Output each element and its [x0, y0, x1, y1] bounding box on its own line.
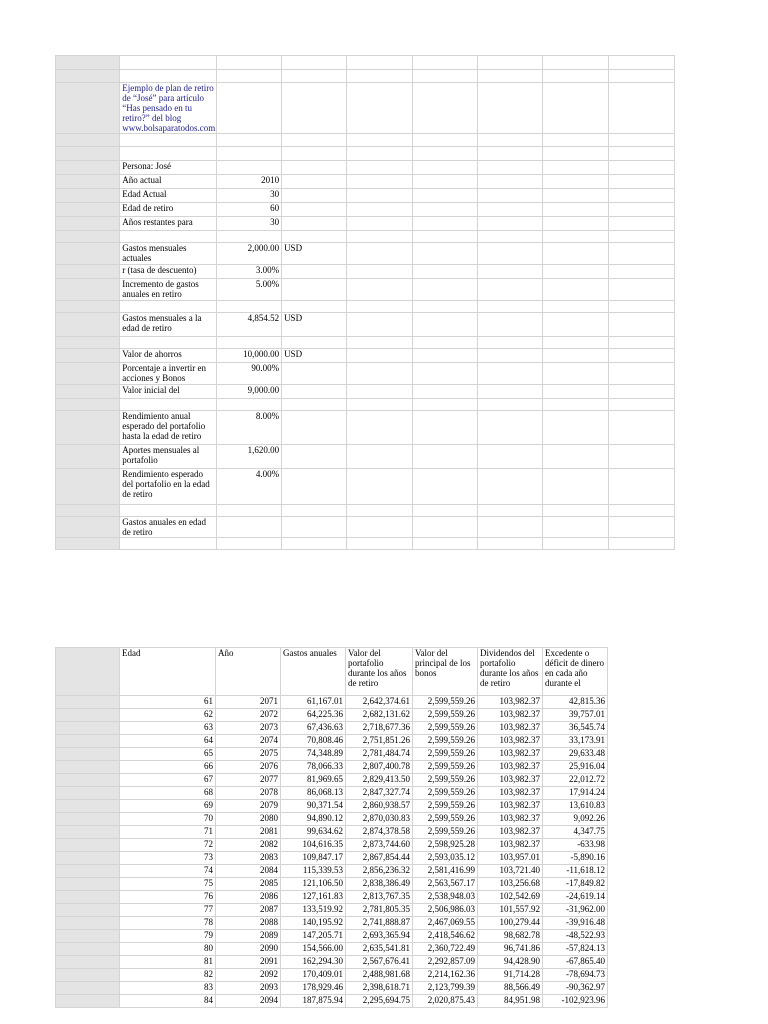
row-header: [56, 917, 120, 930]
cell-edad: 79: [120, 930, 216, 943]
cell-dividendos: 94,428.90: [478, 956, 543, 969]
cell-ano: 2085: [216, 878, 281, 891]
cell-excedente: -39,916.48: [543, 917, 608, 930]
cell-dividendos: 103,982.37: [478, 735, 543, 748]
cell-dividendos: 103,982.37: [478, 774, 543, 787]
cell-ano: 2082: [216, 839, 281, 852]
cell-edad: 83: [120, 982, 216, 995]
cell-valor-portafolio: 2,874,378.58: [346, 826, 413, 839]
cell-gastos: 133,519.92: [281, 904, 346, 917]
cell-dividendos: 103,982.37: [478, 722, 543, 735]
cell-valor-portafolio: 2,488,981.68: [346, 969, 413, 982]
row-header: [56, 748, 120, 761]
cell-valor-portafolio: 2,642,374.61: [346, 696, 413, 709]
table-row: [56, 917, 608, 930]
cell-valor-principal: 2,599,559.26: [413, 787, 478, 800]
cell-valor-portafolio: 2,567,676.41: [346, 956, 413, 969]
header-edad: Edad: [120, 648, 216, 696]
cell-gastos: 170,409.01: [281, 969, 346, 982]
cell-ano: 2074: [216, 735, 281, 748]
cell-edad: 73: [120, 852, 216, 865]
cell-edad: 70: [120, 813, 216, 826]
annual-return-label: Rendimiento anual esperado del portafolio hasta la edad de retiro: [120, 411, 216, 445]
invest-percent-value: 90.00%: [216, 363, 281, 385]
table-row: [56, 709, 608, 722]
cell-gastos: 104,616.35: [281, 839, 346, 852]
row-header: [56, 774, 120, 787]
cell-ano: 2081: [216, 826, 281, 839]
cell-edad: 64: [120, 735, 216, 748]
cell-edad: 74: [120, 865, 216, 878]
retirement-expenses-value: 4,854.52: [216, 313, 281, 337]
table-row: [56, 943, 608, 956]
table-header-row: [56, 648, 608, 696]
retirement-expenses-unit: USD: [282, 313, 347, 337]
cell-excedente: -78,694.73: [543, 969, 608, 982]
cell-gastos: 99,634.62: [281, 826, 346, 839]
cell-ano: 2080: [216, 813, 281, 826]
cell-gastos: 67,436.63: [281, 722, 346, 735]
monthly-contribution-value: 1,620.00: [216, 445, 281, 469]
years-remaining-value: 30: [216, 217, 281, 231]
cell-valor-portafolio: 2,860,938.57: [346, 800, 413, 813]
cell-edad: 81: [120, 956, 216, 969]
cell-valor-principal: 2,506,986.03: [413, 904, 478, 917]
row-header: [56, 982, 120, 995]
savings-unit: USD: [282, 349, 347, 363]
cell-dividendos: 103,982.37: [478, 709, 543, 722]
cell-valor-principal: 2,599,559.26: [413, 813, 478, 826]
cell-valor-portafolio: 2,718,677.36: [346, 722, 413, 735]
row-header: [56, 969, 120, 982]
cell-excedente: -102,923.96: [543, 995, 608, 1008]
current-age-label: Edad Actual: [120, 189, 216, 203]
table-row: [56, 696, 608, 709]
cell-excedente: -633.98: [543, 839, 608, 852]
cell-gastos: 187,875.94: [281, 995, 346, 1008]
cell-edad: 80: [120, 943, 216, 956]
cell-valor-principal: 2,599,559.26: [413, 826, 478, 839]
cell-excedente: 17,914.24: [543, 787, 608, 800]
table-row: [56, 813, 608, 826]
cell-gastos: 140,195.92: [281, 917, 346, 930]
cell-excedente: -5,890.16: [543, 852, 608, 865]
discount-rate-value: 3.00%: [216, 265, 281, 279]
cell-dividendos: 103,982.37: [478, 800, 543, 813]
cell-valor-portafolio: 2,870,030.83: [346, 813, 413, 826]
header-ano: Año: [216, 648, 281, 696]
cell-valor-portafolio: 2,838,386.49: [346, 878, 413, 891]
cell-valor-principal: 2,599,559.26: [413, 735, 478, 748]
cell-edad: 67: [120, 774, 216, 787]
cell-valor-principal: 2,599,559.26: [413, 696, 478, 709]
monthly-expenses-unit: USD: [282, 243, 347, 265]
annual-expenses-label: Gastos anuales en edad de retiro: [120, 517, 216, 538]
invest-percent-label: Porcentaje a invertir en acciones y Bonos: [120, 363, 216, 385]
cell-gastos: 127,161.83: [281, 891, 346, 904]
cell-valor-principal: 2,599,559.26: [413, 761, 478, 774]
cell-gastos: 94,890.12: [281, 813, 346, 826]
cell-edad: 75: [120, 878, 216, 891]
cell-dividendos: 103,721.40: [478, 865, 543, 878]
cell-valor-principal: 2,599,559.26: [413, 800, 478, 813]
table-row: [56, 748, 608, 761]
savings-label: Valor de ahorros: [120, 349, 216, 363]
row-header: [56, 826, 120, 839]
cell-dividendos: 103,982.37: [478, 839, 543, 852]
row-header: [56, 839, 120, 852]
cell-excedente: -11,618.12: [543, 865, 608, 878]
cell-excedente: -31,962.00: [543, 904, 608, 917]
row-header: [56, 696, 120, 709]
cell-dividendos: 103,982.37: [478, 813, 543, 826]
cell-gastos: 109,847.17: [281, 852, 346, 865]
row-header: [56, 761, 120, 774]
cell-valor-portafolio: 2,295,694.75: [346, 995, 413, 1008]
cell-ano: 2094: [216, 995, 281, 1008]
plan-sheet: [55, 55, 675, 550]
cell-dividendos: 103,982.37: [478, 787, 543, 800]
table-row: [56, 722, 608, 735]
header-valor-principal: Valor del principal de los bonos: [413, 648, 478, 696]
table-row: [56, 839, 608, 852]
table-row: [56, 800, 608, 813]
cell-edad: 61: [120, 696, 216, 709]
table-row: [56, 995, 608, 1008]
row-header: [56, 800, 120, 813]
cell-dividendos: 103,982.37: [478, 761, 543, 774]
current-age-value: 30: [216, 189, 281, 203]
cell-valor-principal: 2,214,162.36: [413, 969, 478, 982]
table-row: [56, 891, 608, 904]
cell-valor-principal: 2,563,567.17: [413, 878, 478, 891]
cell-ano: 2077: [216, 774, 281, 787]
cell-edad: 84: [120, 995, 216, 1008]
cell-ano: 2083: [216, 852, 281, 865]
cell-excedente: 13,610.83: [543, 800, 608, 813]
cell-valor-portafolio: 2,847,327.74: [346, 787, 413, 800]
table-row: [56, 930, 608, 943]
header-valor-portafolio: Valor del portafolio durante los años de retiro: [346, 648, 413, 696]
cell-edad: 69: [120, 800, 216, 813]
cell-excedente: 4,347.75: [543, 826, 608, 839]
cell-ano: 2075: [216, 748, 281, 761]
cell-edad: 78: [120, 917, 216, 930]
annual-return-value: 8.00%: [216, 411, 281, 445]
table-row: [56, 852, 608, 865]
cell-gastos: 78,066.33: [281, 761, 346, 774]
cell-dividendos: 101,557.92: [478, 904, 543, 917]
cell-valor-portafolio: 2,781,484.74: [346, 748, 413, 761]
cell-edad: 65: [120, 748, 216, 761]
table-row: [56, 774, 608, 787]
initial-value-label: Valor inicial del: [120, 385, 216, 399]
table-row: [56, 956, 608, 969]
retirement-expenses-label: Gastos mensuales a la edad de retiro: [120, 313, 216, 337]
row-header: [56, 878, 120, 891]
cell-excedente: 33,173.91: [543, 735, 608, 748]
cell-excedente: -57,824.13: [543, 943, 608, 956]
cell-edad: 63: [120, 722, 216, 735]
header-excedente: Excedente o déficit de dinero en cada año durante el: [543, 648, 608, 696]
row-header: [56, 956, 120, 969]
cell-excedente: 42,815.36: [543, 696, 608, 709]
cell-dividendos: 96,741.86: [478, 943, 543, 956]
monthly-expenses-value: 2,000.00: [216, 243, 281, 265]
table-row: [56, 904, 608, 917]
years-remaining-label: Años restantes para: [120, 217, 216, 231]
cell-gastos: 64,225.36: [281, 709, 346, 722]
cell-dividendos: 98,682.78: [478, 930, 543, 943]
cell-valor-portafolio: 2,781,805.35: [346, 904, 413, 917]
cell-dividendos: 84,951.98: [478, 995, 543, 1008]
cell-ano: 2076: [216, 761, 281, 774]
cell-valor-principal: 2,581,416.99: [413, 865, 478, 878]
retirement-return-value: 4.00%: [216, 469, 281, 505]
cell-gastos: 162,294.30: [281, 956, 346, 969]
cell-valor-portafolio: 2,867,854.44: [346, 852, 413, 865]
cell-valor-portafolio: 2,873,744.60: [346, 839, 413, 852]
cell-valor-principal: 2,599,559.26: [413, 709, 478, 722]
cell-ano: 2093: [216, 982, 281, 995]
retirement-age-value: 60: [216, 203, 281, 217]
cell-valor-principal: 2,593,035.12: [413, 852, 478, 865]
cell-valor-portafolio: 2,635,541.81: [346, 943, 413, 956]
row-header: [56, 722, 120, 735]
cell-ano: 2073: [216, 722, 281, 735]
row-header: [56, 995, 120, 1008]
cell-valor-principal: 2,123,799.39: [413, 982, 478, 995]
cell-dividendos: 103,256.68: [478, 878, 543, 891]
header-dividendos: Dividendos del portafolio durante los años de retiro: [478, 648, 543, 696]
cell-ano: 2089: [216, 930, 281, 943]
cell-ano: 2091: [216, 956, 281, 969]
cell-excedente: 36,545.74: [543, 722, 608, 735]
table-row: [56, 865, 608, 878]
row-header: [56, 930, 120, 943]
cell-dividendos: 103,982.37: [478, 748, 543, 761]
monthly-expenses-label: Gastos mensuales actuales: [120, 243, 216, 265]
cell-ano: 2090: [216, 943, 281, 956]
cell-excedente: -67,865.40: [543, 956, 608, 969]
cell-excedente: 29,633.48: [543, 748, 608, 761]
cell-gastos: 178,929.46: [281, 982, 346, 995]
cell-edad: 82: [120, 969, 216, 982]
row-header: [56, 709, 120, 722]
row-header: [56, 865, 120, 878]
cell-valor-principal: 2,538,948.03: [413, 891, 478, 904]
row-header: [56, 904, 120, 917]
cell-gastos: 90,371.54: [281, 800, 346, 813]
cell-valor-principal: 2,020,875.43: [413, 995, 478, 1008]
header-gastos: Gastos anuales: [281, 648, 346, 696]
persona-label: Persona: José: [120, 161, 216, 175]
cell-ano: 2079: [216, 800, 281, 813]
cell-dividendos: 102,542.69: [478, 891, 543, 904]
row-header: [56, 891, 120, 904]
cell-valor-portafolio: 2,693,365.94: [346, 930, 413, 943]
table-row: [56, 787, 608, 800]
cell-gastos: 154,566.00: [281, 943, 346, 956]
savings-value: 10,000.00: [216, 349, 281, 363]
cell-valor-portafolio: 2,829,413.50: [346, 774, 413, 787]
cell-ano: 2087: [216, 904, 281, 917]
cell-valor-portafolio: 2,856,236.32: [346, 865, 413, 878]
cell-edad: 72: [120, 839, 216, 852]
cell-ano: 2084: [216, 865, 281, 878]
cell-edad: 62: [120, 709, 216, 722]
cell-excedente: -17,849.82: [543, 878, 608, 891]
cell-gastos: 74,348.89: [281, 748, 346, 761]
projection-table: [55, 647, 608, 1008]
cell-dividendos: 103,982.37: [478, 826, 543, 839]
cell-valor-principal: 2,599,559.26: [413, 722, 478, 735]
discount-rate-label: r (tasa de descuento): [120, 265, 216, 279]
cell-edad: 71: [120, 826, 216, 839]
cell-excedente: -90,362.97: [543, 982, 608, 995]
cell-gastos: 115,339.53: [281, 865, 346, 878]
cell-valor-principal: 2,418,546.62: [413, 930, 478, 943]
cell-excedente: -24,619.14: [543, 891, 608, 904]
current-year-value: 2010: [216, 175, 281, 189]
cell-ano: 2072: [216, 709, 281, 722]
cell-valor-portafolio: 2,813,767.35: [346, 891, 413, 904]
cell-valor-portafolio: 2,751,851.26: [346, 735, 413, 748]
cell-valor-principal: 2,292,857.09: [413, 956, 478, 969]
cell-gastos: 81,969.65: [281, 774, 346, 787]
cell-edad: 76: [120, 891, 216, 904]
cell-dividendos: 88,566.49: [478, 982, 543, 995]
cell-excedente: 22,012.72: [543, 774, 608, 787]
cell-valor-principal: 2,599,559.26: [413, 748, 478, 761]
monthly-contribution-label: Aportes mensuales al portafolio: [120, 445, 216, 469]
cell-ano: 2086: [216, 891, 281, 904]
table-row: [56, 982, 608, 995]
cell-valor-portafolio: 2,807,400.78: [346, 761, 413, 774]
cell-ano: 2078: [216, 787, 281, 800]
cell-valor-portafolio: 2,398,618.71: [346, 982, 413, 995]
cell-edad: 66: [120, 761, 216, 774]
cell-edad: 68: [120, 787, 216, 800]
table-row: [56, 878, 608, 891]
row-header: [56, 943, 120, 956]
row-header: [56, 787, 120, 800]
table-row: [56, 735, 608, 748]
cell-ano: 2092: [216, 969, 281, 982]
cell-dividendos: 103,982.37: [478, 696, 543, 709]
table-row: [56, 969, 608, 982]
cell-valor-principal: 2,360,722.49: [413, 943, 478, 956]
plan-title: Ejemplo de plan de retiro de “José” para artículo “Has pensado en tu retiro?” del blog www.bolsaparatodos.com: [120, 83, 216, 134]
cell-gastos: 86,068.13: [281, 787, 346, 800]
cell-excedente: 39,757.01: [543, 709, 608, 722]
row-header: [56, 813, 120, 826]
table-row: [56, 826, 608, 839]
table-row: [56, 761, 608, 774]
cell-valor-principal: 2,467,069.55: [413, 917, 478, 930]
cell-excedente: -48,522.93: [543, 930, 608, 943]
cell-dividendos: 91,714.28: [478, 969, 543, 982]
initial-value-value: 9,000.00: [216, 385, 281, 399]
current-year-label: Año actual: [120, 175, 216, 189]
cell-gastos: 147,205.71: [281, 930, 346, 943]
cell-excedente: 9,092.26: [543, 813, 608, 826]
cell-dividendos: 103,957.01: [478, 852, 543, 865]
cell-valor-principal: 2,598,925.28: [413, 839, 478, 852]
retirement-return-label: Rendimiento esperado del portafolio en la edad de retiro: [120, 469, 216, 505]
cell-valor-portafolio: 2,741,888.87: [346, 917, 413, 930]
row-header: [56, 852, 120, 865]
cell-dividendos: 100,279.44: [478, 917, 543, 930]
cell-valor-portafolio: 2,682,131.62: [346, 709, 413, 722]
cell-ano: 2088: [216, 917, 281, 930]
cell-gastos: 70,808.46: [281, 735, 346, 748]
expense-increase-label: Incremento de gastos anuales en retiro: [120, 279, 216, 301]
cell-ano: 2071: [216, 696, 281, 709]
cell-gastos: 61,167.01: [281, 696, 346, 709]
retirement-age-label: Edad de retiro: [120, 203, 216, 217]
expense-increase-value: 5.00%: [216, 279, 281, 301]
cell-gastos: 121,106.50: [281, 878, 346, 891]
cell-excedente: 25,916.04: [543, 761, 608, 774]
cell-valor-principal: 2,599,559.26: [413, 774, 478, 787]
row-header: [56, 735, 120, 748]
cell-edad: 77: [120, 904, 216, 917]
